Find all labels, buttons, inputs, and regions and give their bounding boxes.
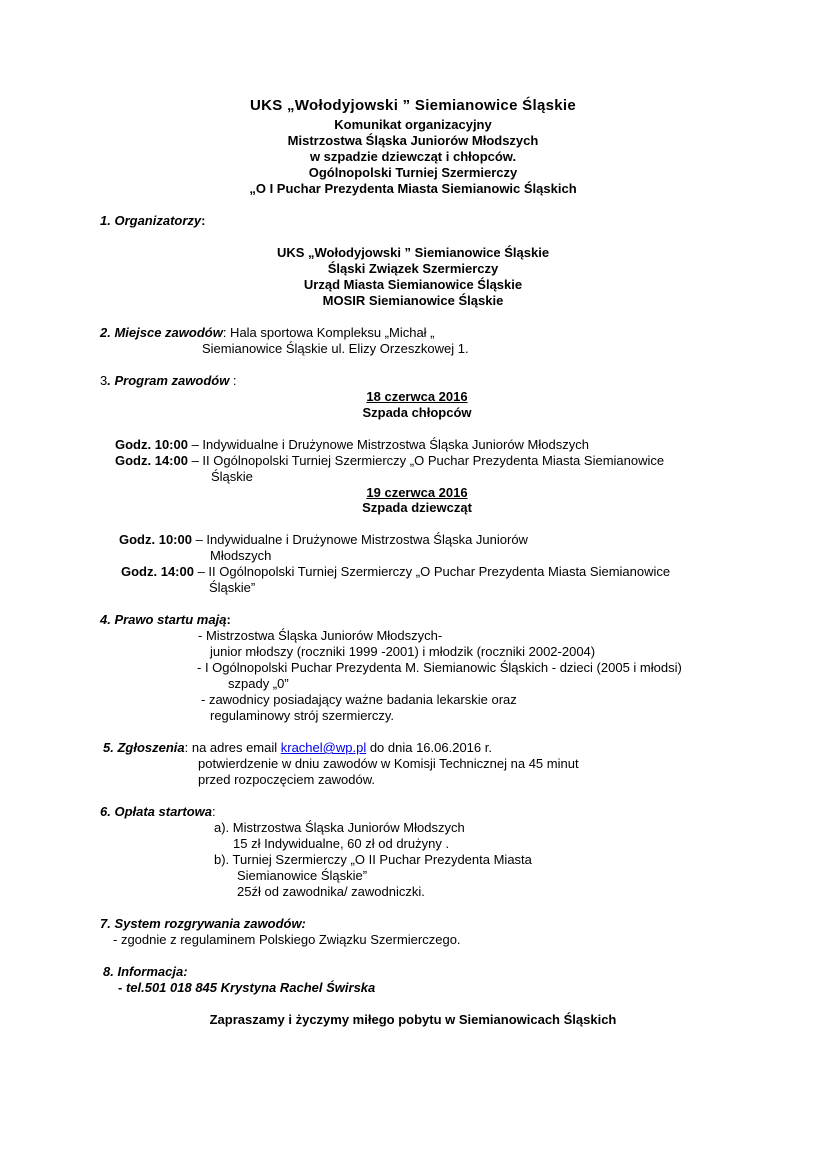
day-1-event-2	[115, 453, 664, 469]
fee-line: b). Turniej Szermierczy „O II Puchar Prezydenta Miasta	[214, 852, 532, 867]
header-line: Ogólnopolski Turniej Szermierczy	[308, 165, 518, 180]
fee-line: Siemianowice Śląskie”	[237, 868, 368, 883]
section-2-line	[100, 325, 435, 341]
registration-text: : na adres email	[184, 740, 281, 755]
day-1-weapon: Szpada chłopców	[362, 405, 472, 420]
heading-text: 1. Organizatorzy	[100, 213, 202, 228]
eligibility-line: junior młodszy (roczniki 1999 -2001) i młodzik (roczniki 2002-2004)	[210, 644, 596, 659]
section-5-line	[103, 740, 492, 756]
heading-colon: :	[226, 612, 231, 627]
email-link[interactable]: krachel@wp.pl	[280, 740, 367, 755]
day-2-event-2-cont: Śląskie”	[209, 580, 256, 595]
header-line: „O I Puchar Prezydenta Miasta Siemianowic Śląskich	[249, 181, 577, 196]
organizer-item: MOSIR Siemianowice Śląskie	[322, 293, 504, 308]
eligibility-line: - I Ogólnopolski Puchar Prezydenta M. Siemianowic Śląskich - dzieci (2005 i młodsi)	[197, 660, 682, 675]
fee-line: 15 zł Indywidualne, 60 zł od drużyny .	[233, 836, 450, 851]
fee-line: 25źł od zawodnika/ zawodniczki.	[237, 884, 425, 899]
event-time: Godz. 10:00	[115, 437, 188, 452]
organizer-item: Urząd Miasta Siemianowice Śląskie	[303, 277, 523, 292]
day-2-event-1	[119, 532, 528, 548]
heading-text: 6. Opłata startowa	[100, 804, 212, 819]
event-text: – II Ogólnopolski Turniej Szermierczy „O Puchar Prezydenta Miasta Siemianowice	[193, 564, 671, 579]
section-3-heading	[100, 373, 237, 389]
contact-line: - tel.501 018 845 Krystyna Rachel Świrska	[118, 980, 376, 995]
header-line: w szpadzie dziewcząt i chłopców.	[309, 149, 517, 164]
event-text: – II Ogólnopolski Turniej Szermierczy „O Puchar Prezydenta Miasta Siemianowice	[187, 453, 665, 468]
eligibility-line: szpady „0”	[228, 676, 289, 691]
section-4-heading	[100, 612, 231, 628]
eligibility-line: - Mistrzostwa Śląska Juniorów Młodszych-	[198, 628, 443, 643]
heading-colon: :	[201, 213, 206, 228]
day-2-event-1-cont: Młodszych	[210, 548, 272, 563]
day-2-event-2	[121, 564, 670, 580]
venue-text: : Hala sportowa Kompleksu „Michał „	[222, 325, 435, 340]
header-line: Mistrzostwa Śląska Juniorów Młodszych	[287, 133, 539, 148]
eligibility-line: regulaminowy strój szermierczy.	[210, 708, 394, 723]
day-1-event-2-cont: Śląskie	[211, 469, 253, 484]
section-7-heading: 7. System rozgrywania zawodów:	[100, 916, 306, 931]
day-2-date: 19 czerwca 2016	[366, 485, 468, 500]
registration-deadline: do dnia 16.06.2016 r.	[366, 740, 492, 755]
event-time: Godz. 14:00	[121, 564, 194, 579]
document-title: UKS „Wołodyjowski ” Siemianowice Śląskie	[250, 97, 576, 114]
day-2-weapon: Szpada dziewcząt	[362, 500, 472, 515]
event-time: Godz. 10:00	[119, 532, 192, 547]
organizer-item: UKS „Wołodyjowski ” Siemianowice Śląskie	[276, 245, 550, 260]
section-6-heading	[100, 804, 216, 820]
heading-text: 2. Miejsce zawodów	[100, 325, 223, 340]
heading-colon: :	[211, 804, 216, 819]
event-time: Godz. 14:00	[115, 453, 188, 468]
event-text: – Indywidualne i Drużynowe Mistrzostwa Śląska Juniorów	[191, 532, 528, 547]
venue-address: Siemianowice Śląskie ul. Elizy Orzeszkowej 1.	[202, 341, 469, 356]
organizer-item: Śląski Związek Szermierczy	[327, 261, 499, 276]
heading-text: . Program zawodów	[107, 373, 230, 388]
event-text: – Indywidualne i Drużynowe Mistrzostwa Śląska Juniorów Młodszych	[187, 437, 589, 452]
registration-line: potwierdzenie w dniu zawodów w Komisji Technicznej na 45 minut	[198, 756, 579, 771]
eligibility-line: - zawodnicy posiadający ważne badania lekarskie oraz	[201, 692, 517, 707]
fee-line: a). Mistrzostwa Śląska Juniorów Młodszych	[214, 820, 465, 835]
heading-number: 3	[100, 373, 108, 388]
system-line: - zgodnie z regulaminem Polskiego Związku Szermierczego.	[113, 932, 461, 947]
heading-colon: :	[229, 373, 237, 388]
header-line: Komunikat organizacyjny	[334, 117, 492, 132]
day-1-event-1	[115, 437, 589, 453]
registration-line: przed rozpoczęciem zawodów.	[198, 772, 376, 787]
heading-text: 5. Zgłoszenia	[103, 740, 185, 755]
section-1-heading	[100, 213, 205, 229]
heading-text: 4. Prawo startu mają	[100, 612, 227, 627]
day-1-date: 18 czerwca 2016	[366, 389, 468, 404]
closing-line: Zapraszamy i życzymy miłego pobytu w Siemianowicach Śląskich	[209, 1012, 617, 1027]
section-8-heading: 8. Informacja:	[103, 964, 188, 979]
